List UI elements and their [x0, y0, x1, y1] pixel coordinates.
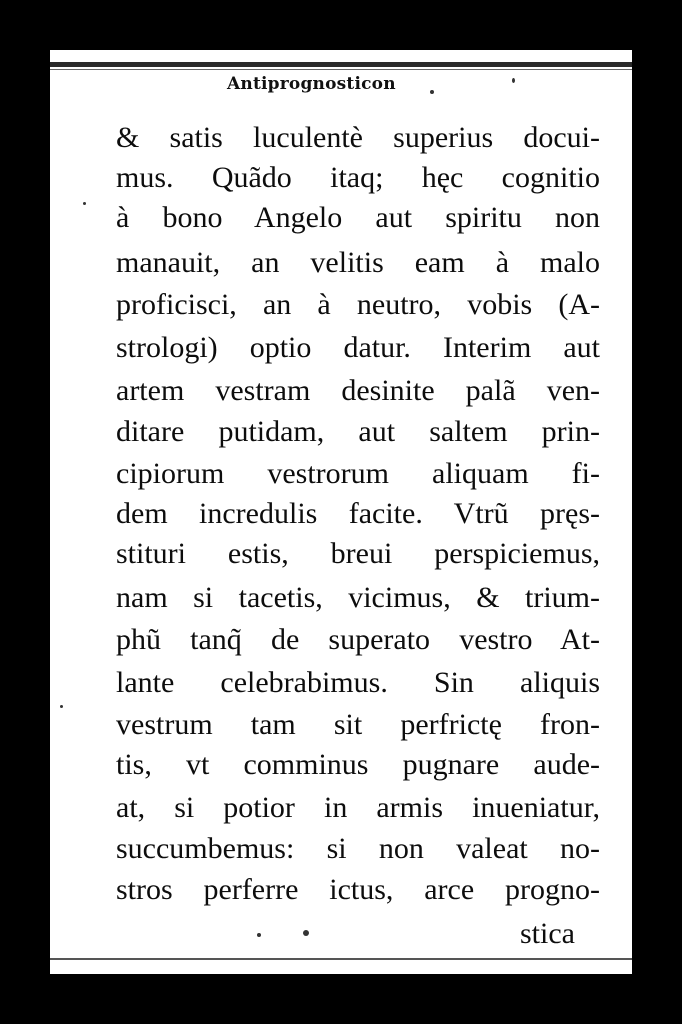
top-rule [50, 62, 632, 67]
text-line: succumbemus: si non valeat no- [116, 832, 600, 865]
ink-speck [303, 930, 309, 936]
ink-speck [430, 90, 434, 94]
text-line: cipiorum vestrorum aliquam fi- [116, 457, 600, 490]
text-line: artem vestram desinite palã ven- [116, 374, 600, 407]
text-line: mus. Quãdo itaq; hęc cognitio [116, 161, 600, 194]
text-line: nam si tacetis, vicimus, & trium- [116, 581, 600, 614]
text-line: manauit, an velitis eam à malo [116, 246, 600, 279]
text-line: proficisci, an à neutro, vobis (A- [116, 288, 600, 321]
text-line: & satis luculentè superius docui- [116, 121, 600, 154]
catchword: stica [520, 917, 575, 950]
ink-speck [83, 202, 86, 205]
text-line: at, si potior in armis inueniatur, [116, 791, 600, 824]
ink-speck [257, 933, 261, 937]
running-head: Antiprognosticon [227, 74, 396, 94]
text-line: vestrum tam sit perfrictę fron- [116, 708, 600, 741]
text-line: tis, vt comminus pugnare aude- [116, 748, 600, 781]
text-line: stituri estis, breui perspiciemus, [116, 537, 600, 570]
text-line: strologi) optio datur. Interim aut [116, 331, 600, 364]
text-line: stros perferre ictus, arce progno- [116, 873, 600, 906]
bottom-rule [50, 958, 632, 960]
text-line: à bono Angelo aut spiritu non [116, 201, 600, 234]
book-page [50, 50, 632, 974]
ink-speck [512, 78, 515, 83]
text-line: lante celebrabimus. Sin aliquis [116, 666, 600, 699]
ink-speck [60, 705, 63, 708]
text-line: dem incredulis facite. Vtrũ pręs- [116, 497, 600, 530]
text-line: ditare putidam, aut saltem prin- [116, 415, 600, 448]
top-rule-thin [50, 69, 632, 70]
text-line: phũ tanq̃ de superato vestro At- [116, 623, 600, 656]
